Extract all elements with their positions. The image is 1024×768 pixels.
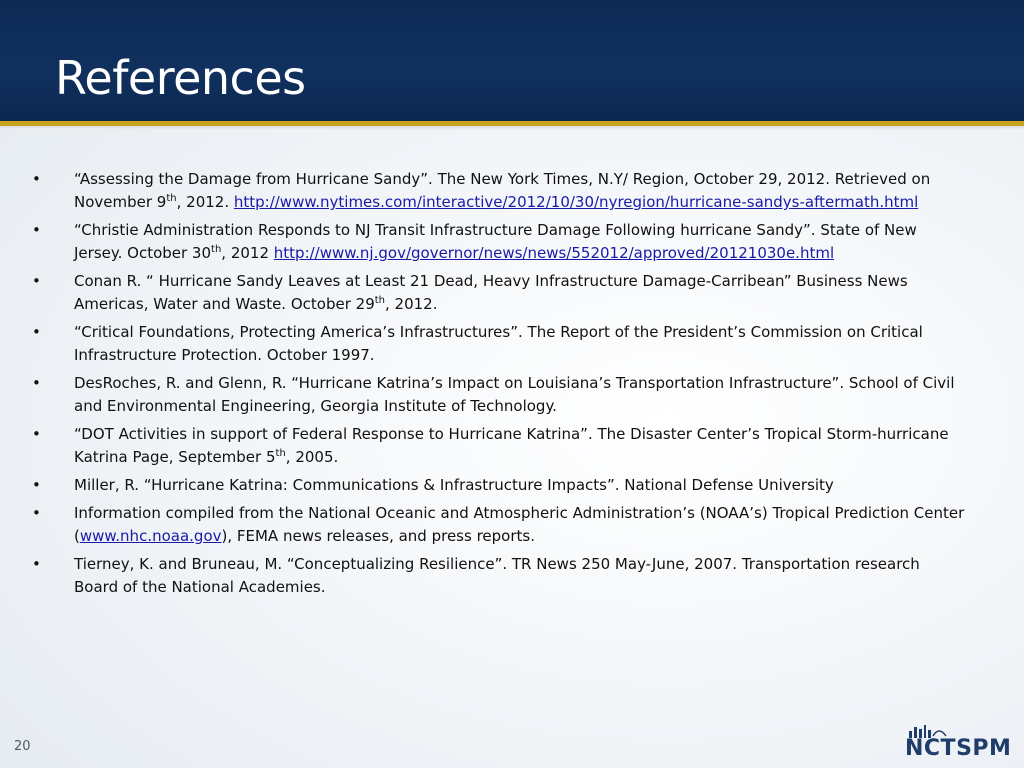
reference-text xyxy=(74,374,955,415)
reference-segment: “DOT Activities in support of Federal Response to Hurricane Katrina”. The Disaster Center’s Tropical Storm-hurricane Katrina Page, September 5 xyxy=(74,425,949,466)
bullet-icon: • xyxy=(32,476,41,494)
reference-segment: “Assessing the Damage from Hurricane Sandy”. The New York Times, N.Y/ Region, October 29, 2012. Retrieved on November 9 xyxy=(74,170,931,211)
reference-segment: , 2005. xyxy=(285,448,339,466)
page-number: 20 xyxy=(14,739,31,754)
reference-segment: “Christie Administration Responds to NJ Transit Infrastructure Damage Following hurricane Sandy”. State of New Jersey. October 30 xyxy=(74,221,917,262)
reference-text xyxy=(74,272,908,313)
reference-text xyxy=(74,221,917,262)
reference-segment: “Critical Foundations, Protecting America’s Infrastructures”. The Report of the President’s Commission on Critical Infrastructure Protection. October 1997. xyxy=(74,323,923,364)
bullet-icon: • xyxy=(32,425,41,443)
slide-title: References xyxy=(55,51,306,105)
reference-segment: ), FEMA news releases, and press reports. xyxy=(221,527,535,545)
reference-item xyxy=(30,270,965,316)
reference-item xyxy=(30,321,965,367)
logo-text: NCTSPM xyxy=(905,736,1012,761)
bullet-icon: • xyxy=(32,221,41,239)
reference-segment: DesRoches, R. and Glenn, R. “Hurricane Katrina’s Impact on Louisiana’s Transportation Infrastructure”. School of Civil and Environmental Engineering, Georgia Institute of Technology. xyxy=(74,374,955,415)
reference-segment: Information compiled from the National Oceanic and Atmospheric Administration’s (NOAA’s) Tropical Prediction Center ( xyxy=(74,504,965,545)
reference-item xyxy=(30,474,965,497)
reference-segment: Tierney, K. and Bruneau, M. “Conceptualizing Resilience”. TR News 250 May-June, 2007. Transportation research Board of the National Academies. xyxy=(74,555,920,596)
header-light-stripe xyxy=(0,126,1024,130)
reference-item xyxy=(30,423,965,469)
reference-text xyxy=(74,476,834,494)
reference-link[interactable]: http://www.nytimes.com/interactive/2012/10/30/nyregion/hurricane-sandys-aftermath.html xyxy=(233,193,919,211)
bullet-icon: • xyxy=(32,272,41,290)
reference-text xyxy=(74,504,964,545)
reference-text xyxy=(74,170,930,211)
reference-segment: Miller, R. “Hurricane Katrina: Communications & Infrastructure Impacts”. National Defense University xyxy=(74,476,834,494)
title-bar xyxy=(0,0,1024,121)
ordinal-suffix: th xyxy=(211,244,222,255)
reference-item xyxy=(30,553,965,599)
reference-item xyxy=(30,219,965,265)
reference-link[interactable]: www.nhc.noaa.gov xyxy=(79,527,222,545)
reference-segment: , 2012. xyxy=(385,295,438,313)
reference-text xyxy=(74,323,923,364)
bullet-icon: • xyxy=(32,504,41,522)
bullet-icon: • xyxy=(32,555,41,573)
reference-link[interactable]: http://www.nj.gov/governor/news/news/552012/approved/20121030e.html xyxy=(273,244,835,262)
ordinal-suffix: th xyxy=(166,193,177,204)
reference-item xyxy=(30,372,965,418)
reference-segment: Conan R. “ Hurricane Sandy Leaves at Least 21 Dead, Heavy Infrastructure Damage-Carribean” Business News Americas, Water and Waste. October 29 xyxy=(74,272,908,313)
reference-segment: , 2012. xyxy=(176,193,234,211)
bullet-icon: • xyxy=(32,170,41,188)
reference-item xyxy=(30,502,965,548)
reference-text xyxy=(74,555,920,596)
bullet-icon: • xyxy=(32,323,41,341)
ordinal-suffix: th xyxy=(275,448,286,459)
references-list xyxy=(30,168,965,604)
nctspm-logo xyxy=(905,722,1015,764)
reference-text xyxy=(74,425,949,466)
bullet-icon: • xyxy=(32,374,41,392)
ordinal-suffix: th xyxy=(374,295,385,306)
reference-item xyxy=(30,168,965,214)
reference-segment: , 2012 xyxy=(221,244,274,262)
